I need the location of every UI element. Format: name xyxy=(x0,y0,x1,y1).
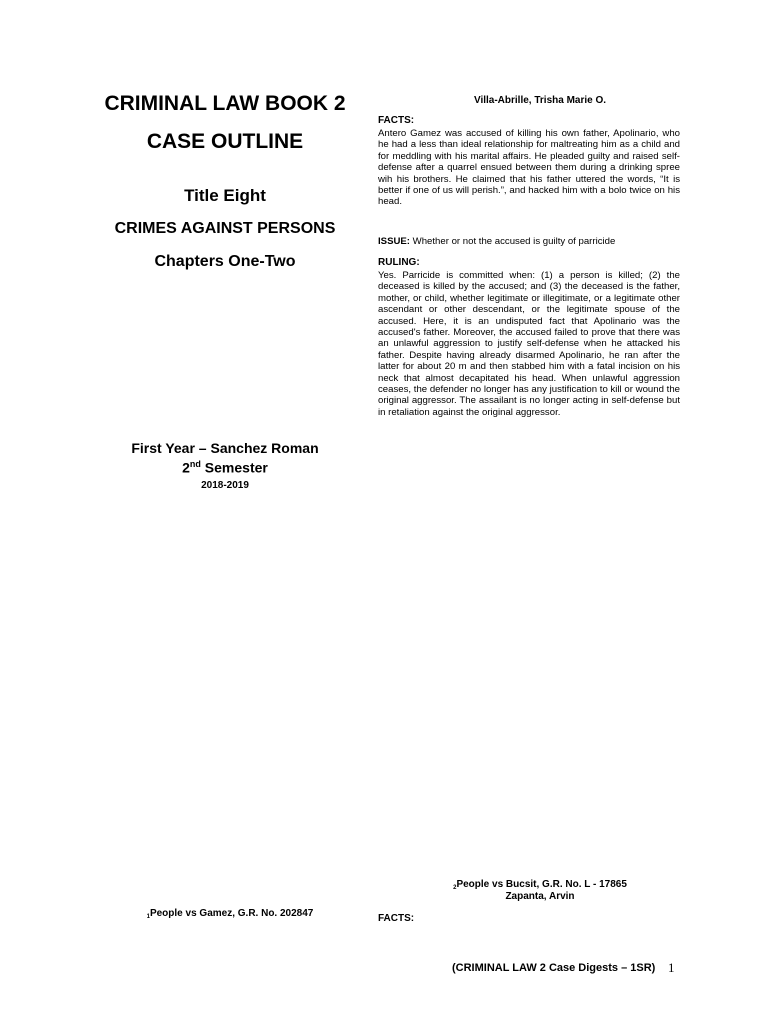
issue-paragraph xyxy=(378,236,680,247)
footnote-1-marker: 1 xyxy=(146,914,150,920)
first-year-line: First Year – Sanchez Roman xyxy=(131,440,319,456)
chapters-heading: Chapters One-Two xyxy=(154,253,296,270)
facts-2-label: FACTS: xyxy=(378,913,415,924)
facts-label: FACTS: xyxy=(378,115,415,126)
semester-number: 2 xyxy=(182,459,190,476)
semester-line xyxy=(60,459,390,476)
issue-text: Whether or not the accused is guilty of parricide xyxy=(410,236,616,247)
footnote-2-marker: 2 xyxy=(453,885,457,891)
footnote-2 xyxy=(400,879,680,891)
footnote-1 xyxy=(80,908,380,920)
semester-ordinal: nd xyxy=(189,459,201,469)
ruling-text: Yes. Parricide is committed when: (1) a person is killed; (2) the deceased is killed by the accused; and (3) the deceased is the father, mother, or child, whether legitimate or illegitimate, or a legitimate other ascendant or other descendant, or the legitimate spouse of the accused. Here, it is an undisputed fact that Apolinario was the accused's father. Moreover, the accused failed to prove that there was an unlawful aggression to justify self-defense when he attacked his father. Despite having already disarmed Apolinario, he ran after the latter for about 20 m and then stabbed him with a fatal incision on his neck that almost decapitated his head. When unlawful aggression ceases, the defender no longer has any justification to kill or wound the original aggressor. The assailant is no longer acting in self-defense but in retaliation against the original aggressor. xyxy=(378,270,680,418)
footnote-1-text: People vs Gamez, G.R. No. 202847 xyxy=(149,908,314,919)
page-number: 1 xyxy=(668,960,675,975)
issue-label: ISSUE: xyxy=(378,236,410,247)
footnote-2-text: People vs Bucsit, G.R. No. L - 17865 xyxy=(456,879,627,890)
crimes-heading: CRIMES AGAINST PERSONS xyxy=(114,220,336,237)
facts-text: Antero Gamez was accused of killing his own father, Apolinario, who he had a less than ideal relationship for maltreating him as a child and for meddling with his marital affairs. He pleaded guilty and raised self-defense after a quarrel ensued between them during a drinking spree wih his brothers. He claimed that his father uttered the words, “It is better if one of us will perish.”, and hacked him with a bolo twice on his head. xyxy=(378,128,680,208)
ruling-label: RULING: xyxy=(378,257,420,268)
author-2-name: Zapanta, Arvin xyxy=(505,891,575,902)
page-footer: (CRIMINAL LAW 2 Case Digests – 1SR) xyxy=(452,962,656,974)
author-name: Villa-Abrille, Trisha Marie O. xyxy=(473,95,607,106)
document-title: CRIMINAL LAW BOOK 2 xyxy=(104,92,346,115)
school-year: 2018-2019 xyxy=(201,480,249,491)
document-subtitle: CASE OUTLINE xyxy=(146,130,304,153)
title-eight-heading: Title Eight xyxy=(184,186,266,205)
semester-word: Semester xyxy=(200,459,268,476)
